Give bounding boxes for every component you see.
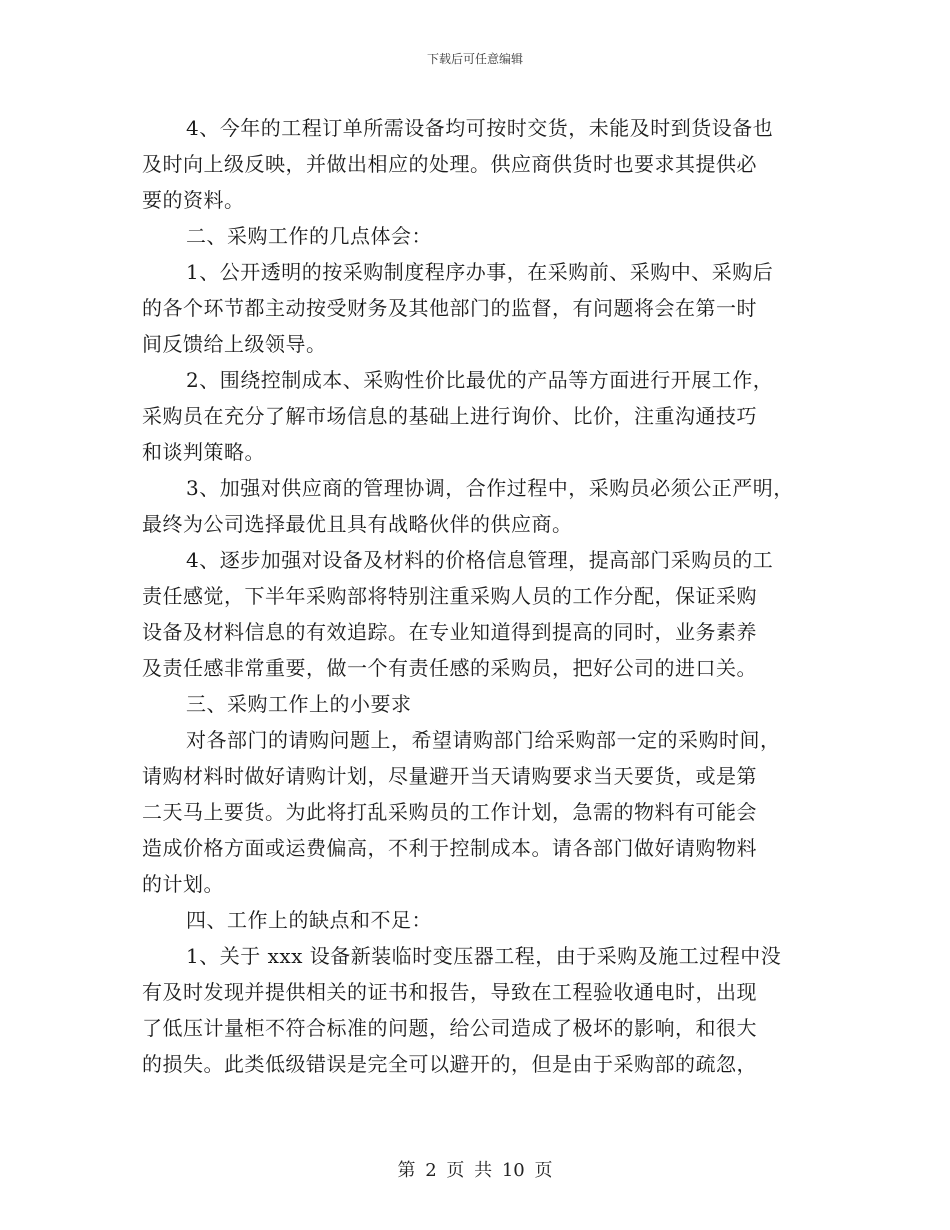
section-heading: 三、采购工作上的小要求 bbox=[186, 692, 412, 716]
body-line: 设备及材料信息的有效追踪。在专业知道得到提高的同时，业务素养 bbox=[142, 620, 757, 644]
body-line: 了低压计量柜不符合标准的问题，给公司造成了极坏的影响，和很大 bbox=[142, 1016, 757, 1040]
body-line: 及时向上级反映，并做出相应的处理。供应商供货时也要求其提供必 bbox=[142, 152, 757, 176]
body-line: 要的资料。 bbox=[142, 188, 245, 212]
body-line: 最终为公司选择最优且具有战略伙伴的供应商。 bbox=[142, 512, 573, 536]
section-heading: 二、采购工作的几点体会： bbox=[186, 224, 432, 248]
body-line: 4、今年的工程订单所需设备均可按时交货，未能及时到货设备也 bbox=[186, 116, 774, 140]
body-line: 的计划。 bbox=[142, 872, 224, 896]
body-line: 和谈判策略。 bbox=[142, 440, 265, 464]
body-line: 4、逐步加强对设备及材料的价格信息管理，提高部门采购员的工 bbox=[186, 548, 774, 572]
body-line: 请购材料时做好请购计划，尽量避开当天请购要求当天要货，或是第 bbox=[142, 764, 757, 788]
body-line: 1、公开透明的按采购制度程序办事，在采购前、采购中、采购后 bbox=[186, 260, 774, 284]
document-body bbox=[142, 110, 814, 1082]
page-footer: 第 2 页 共 10 页 bbox=[397, 1160, 553, 1181]
body-line: 2、围绕控制成本、采购性价比最优的产品等方面进行开展工作， bbox=[186, 368, 774, 392]
body-line: 责任感觉，下半年采购部将特别注重采购人员的工作分配，保证采购 bbox=[142, 584, 757, 608]
page-header: 下载后可任意编辑 bbox=[426, 52, 523, 66]
body-line: 1、关于 xxx 设备新装临时变压器工程，由于采购及施工过程中没 bbox=[186, 944, 782, 968]
body-line: 有及时发现并提供相关的证书和报告，导致在工程验收通电时，出现 bbox=[142, 980, 757, 1004]
body-line: 采购员在充分了解市场信息的基础上进行询价、比价，注重沟通技巧 bbox=[142, 404, 757, 428]
body-line: 3、加强对供应商的管理协调，合作过程中，采购员必须公正严明， bbox=[186, 476, 794, 500]
section-heading: 四、工作上的缺点和不足： bbox=[186, 908, 432, 932]
body-line: 造成价格方面或运费偏高，不利于控制成本。请各部门做好请购物料 bbox=[142, 836, 757, 860]
body-line: 的损失。此类低级错误是完全可以避开的，但是由于采购部的疏忽， bbox=[142, 1052, 757, 1076]
body-line: 的各个环节都主动按受财务及其他部门的监督，有问题将会在第一时 bbox=[142, 296, 757, 320]
body-line: 间反馈给上级领导。 bbox=[142, 332, 327, 356]
body-line: 对各部门的请购问题上，希望请购部门给采购部一定的采购时间， bbox=[186, 728, 781, 752]
body-line: 及责任感非常重要，做一个有责任感的采购员，把好公司的进口关。 bbox=[142, 656, 757, 680]
body-line: 二天马上要货。为此将打乱采购员的工作计划，急需的物料有可能会 bbox=[142, 800, 757, 824]
